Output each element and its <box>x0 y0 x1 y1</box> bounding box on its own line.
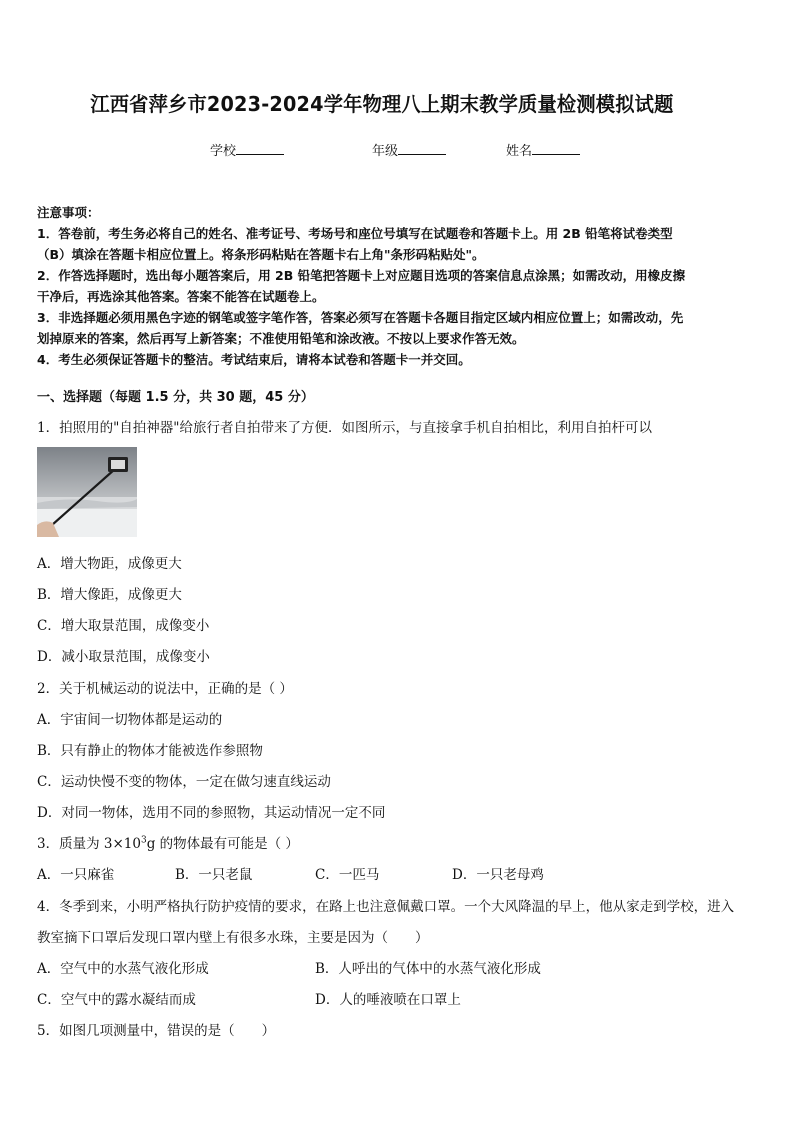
note-line: （B）填涂在答题卡相应位置上。将条形码粘贴在答题卡右上角"条形码粘贴处"。 <box>37 247 485 262</box>
note-line: 2．作答选择题时，选出每小题答案后，用 2B 铅笔把答题卡上对应题目选项的答案信息点涂黑；如需改动，用橡皮擦 <box>37 268 686 283</box>
grade-blank <box>398 142 446 155</box>
question-2-option-a: A．宇宙间一切物体都是运动的 <box>37 712 223 728</box>
question-2-stem: 2．关于机械运动的说法中，正确的是（ ） <box>37 681 293 697</box>
question-3-option-d: D．一只老母鸡 <box>452 867 544 883</box>
question-3-stem <box>37 832 299 852</box>
question-3-stem-pre: 3．质量为 3×10 <box>37 836 141 852</box>
name-blank <box>532 142 580 155</box>
question-1-stem: 1．拍照用的"自拍神器"给旅行者自拍带来了方便．如图所示，与直接拿手机自拍相比，利用自拍杆可以 <box>37 420 653 436</box>
name-label: 姓名 <box>506 144 533 159</box>
question-3-stem-post: g 的物体最有可能是（ ） <box>146 836 299 852</box>
selfie-stick-photo <box>37 447 137 537</box>
question-2-option-d: D．对同一物体，选用不同的参照物，其运动情况一定不同 <box>37 805 386 821</box>
question-4-option-c: C．空气中的露水凝结而成 <box>37 992 196 1008</box>
name-field <box>506 140 580 159</box>
grade-label: 年级 <box>372 144 399 159</box>
notes-heading: 注意事项： <box>37 205 100 220</box>
question-2-option-b: B．只有静止的物体才能被选作参照物 <box>37 743 263 759</box>
question-1-option-a: A．增大物距，成像更大 <box>37 556 182 572</box>
note-line: 干净后，再选涂其他答案。答案不能答在试题卷上。 <box>37 289 325 304</box>
question-1-option-d: D．减小取景范围，成像变小 <box>37 649 210 665</box>
page-title: 江西省萍乡市2023-2024学年物理八上期末教学质量检测模拟试题 <box>90 92 674 116</box>
question-3-option-b: B．一只老鼠 <box>175 867 253 883</box>
question-2-option-c: C．运动快慢不变的物体，一定在做匀速直线运动 <box>37 774 331 790</box>
note-line: 划掉原来的答案，然后再写上新答案；不准使用铅笔和涂改液。不按以上要求作答无效。 <box>37 331 525 346</box>
school-label: 学校 <box>210 144 237 159</box>
question-4-option-a: A．空气中的水蒸气液化形成 <box>37 961 209 977</box>
question-4-stem-line2: 教室摘下口罩后发现口罩内壁上有很多水珠，主要是因为（ ） <box>37 930 429 946</box>
question-3-exponent: 3 <box>140 835 147 846</box>
note-line: 4．考生必须保证答题卡的整洁。考试结束后，请将本试卷和答题卡一并交回。 <box>37 352 471 367</box>
question-4-option-b: B．人呼出的气体中的水蒸气液化形成 <box>315 961 541 977</box>
note-line: 3．非选择题必须用黑色字迹的钢笔或签字笔作答，答案必须写在答题卡各题目指定区域内相应位置上；如需改动，先 <box>37 310 684 325</box>
question-4-stem-line1: 4．冬季到来，小明严格执行防护疫情的要求，在路上也注意佩戴口罩。一个大风降温的早上，他从家走到学校，进入 <box>37 899 735 915</box>
question-4-option-d: D．人的唾液喷在口罩上 <box>315 992 461 1008</box>
grade-field <box>372 140 446 159</box>
question-3-option-a: A．一只麻雀 <box>37 867 115 883</box>
question-3-option-c: C．一匹马 <box>315 867 380 883</box>
question-1-option-c: C．增大取景范围，成像变小 <box>37 618 210 634</box>
school-field <box>210 140 284 159</box>
question-5-stem: 5．如图几项测量中，错误的是（ ） <box>37 1023 276 1039</box>
school-blank <box>236 142 284 155</box>
question-1-option-b: B．增大像距，成像更大 <box>37 587 182 603</box>
section-heading: 一、选择题（每题 1.5 分，共 30 题，45 分） <box>37 390 314 405</box>
note-line: 1．答卷前，考生务必将自己的姓名、准考证号、考场号和座位号填写在试题卷和答题卡上。用 2B 铅笔将试卷类型 <box>37 226 673 241</box>
